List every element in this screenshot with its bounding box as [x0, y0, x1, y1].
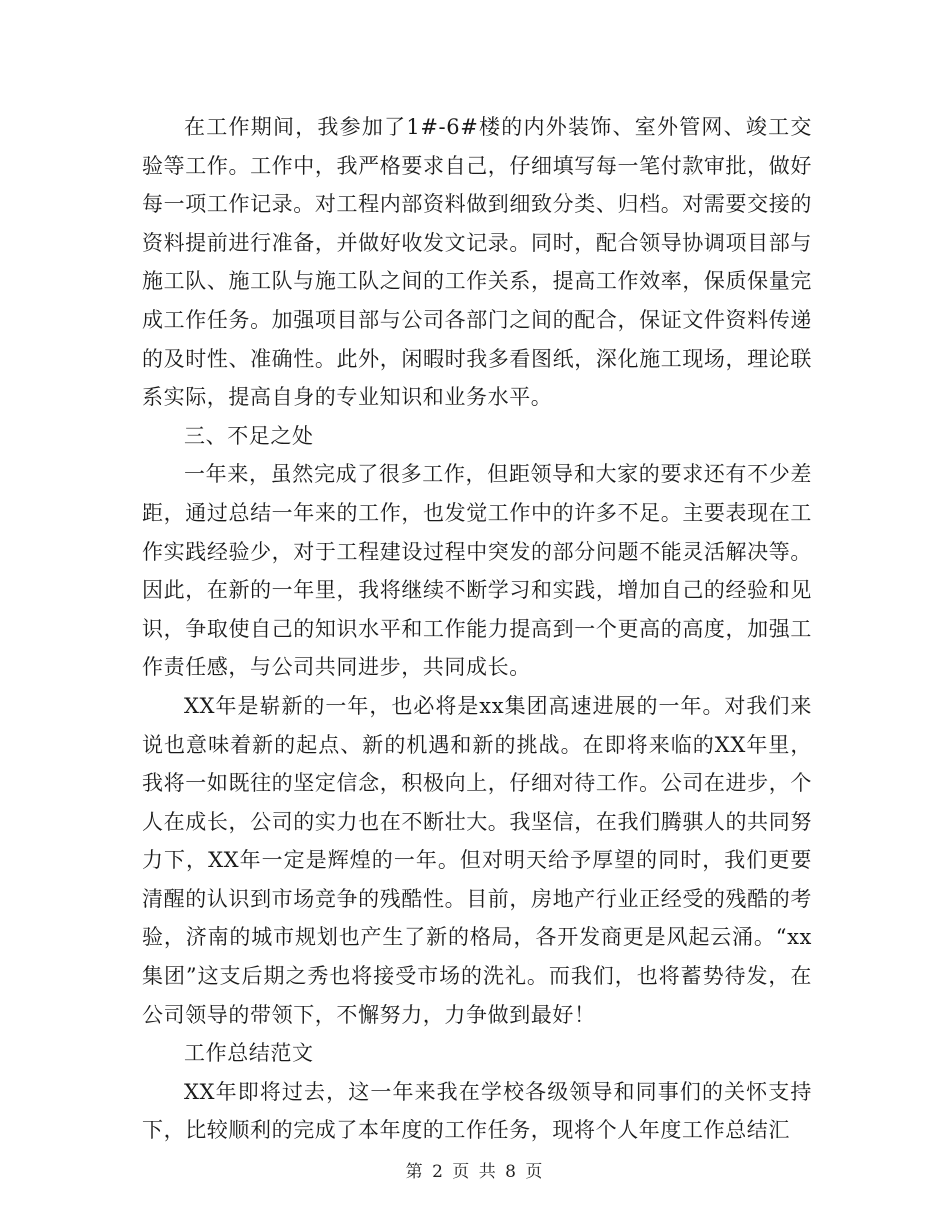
document-body [142, 108, 812, 1150]
page-number-footer: 第 2 页 共 8 页 [405, 1162, 545, 1182]
paragraph-work-period: 在工作期间，我参加了1#-6#楼的内外装饰、室外管网、竣工交验等工作。工作中，我严格要求自己，仔细填写每一笔付款审批，做好每一项工作记录。对工程内部资料做到细致分类、归档。对需要交接的资料提前进行准备，并做好收发文记录。同时，配合领导协调项目部与施工队、施工队与施工队之间的工作关系，提高工作效率，保质保量完成工作任务。加强项目部与公司各部门之间的配合，保证文件资料传递的及时性、准确性。此外，闲暇时我多看图纸，深化施工现场，理论联系实际，提高自身的专业知识和业务水平。 [142, 115, 812, 410]
paragraph-sample-summary: XX年即将过去，这一年来我在学校各级领导和同事们的关怀支持下，比较顺利的完成了本年度的工作任务，现将个人年度工作总结汇 [142, 1079, 812, 1143]
section-heading-sample-summary: 工作总结范文 [184, 1041, 314, 1066]
paragraph-shortcomings: 一年来，虽然完成了很多工作，但距领导和大家的要求还有不少差距，通过总结一年来的工作，也发觉工作中的许多不足。主要表现在工作实践经验少，对于工程建设过程中突发的部分问题不能灵活解决等。因此，在新的一年里，我将继续不断学习和实践，增加自己的经验和见识，争取使自己的知识水平和工作能力提高到一个更高的高度，加强工作责任感，与公司共同进步，共同成长。 [142, 462, 812, 680]
paragraph-outlook: XX年是崭新的一年，也必将是xx集团高速进展的一年。对我们来说也意味着新的起点、新的机遇和新的挑战。在即将来临的XX年里，我将一如既往的坚定信念，积极向上，仔细对待工作。公司在进步，个人在成长，公司的实力也在不断壮大。我坚信，在我们腾骐人的共同努力下，XX年一定是辉煌的一年。但对明天给予厚望的同时，我们更要清醒的认识到市场竞争的残酷性。目前，房地产行业正经受的残酷的考验，济南的城市规划也产生了新的格局，各开发商更是风起云涌。“xx集团”这支后期之秀也将接受市场的洗礼。而我们，也将蓄势待发，在公司领导的带领下，不懈努力，力争做到最好！ [142, 693, 812, 1027]
section-heading-shortcomings: 三、不足之处 [184, 423, 314, 448]
